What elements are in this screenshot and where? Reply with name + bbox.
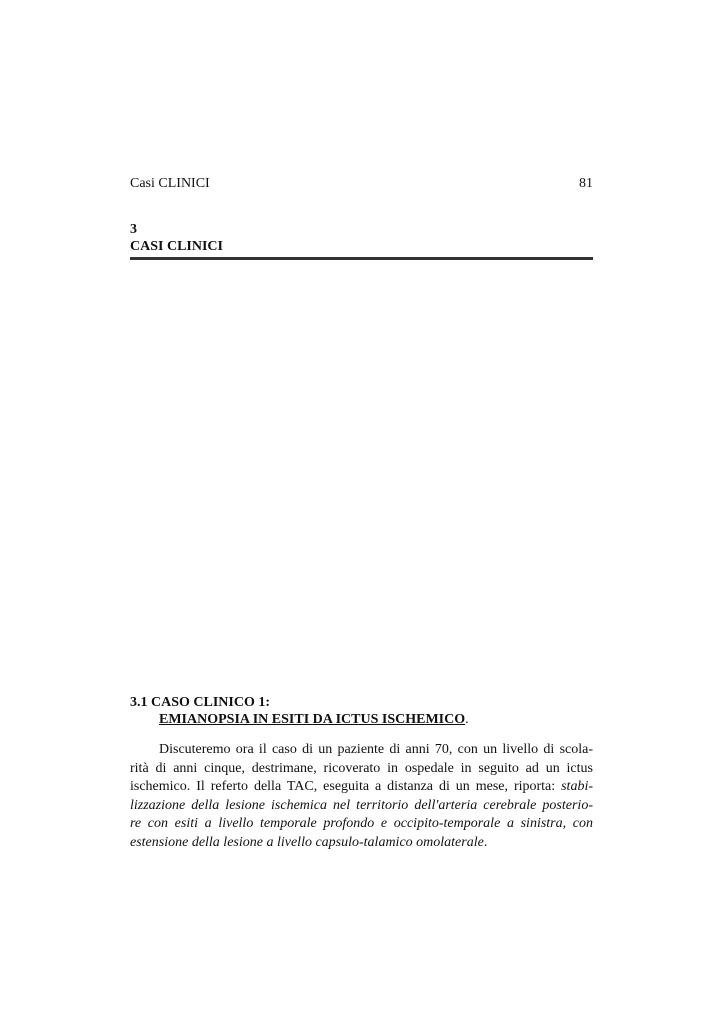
- chapter-number: 3: [130, 222, 137, 237]
- section-heading: [130, 694, 593, 728]
- paragraph-line-1: Discuteremo ora il caso di un paziente di anni 70, con un livello di scola-: [159, 742, 593, 757]
- section-subtitle: EMIANOPSIA IN ESITI DA ICTUS ISCHEMICO: [159, 712, 466, 727]
- paragraph-line-5: re con esiti a livello temporale profondo e occipito-temporale a sinistra, con: [130, 816, 593, 831]
- section-number-label: 3.1 CASO CLINICO 1:: [130, 695, 271, 710]
- paragraph-line-6-italic: estensione della lesione a livello capsulo-talamico omolaterale: [130, 834, 484, 850]
- body-paragraph: [130, 741, 593, 852]
- paragraph-final-period: .: [483, 834, 488, 850]
- paragraph-line-6: [130, 834, 593, 853]
- running-header-title: Casi CLINICI: [130, 176, 210, 191]
- paragraph-line-2: rità di anni cinque, destrimane, ricoverato in ospedale in seguito ad un ictus: [130, 760, 593, 776]
- paragraph-line-3: [130, 778, 593, 797]
- paragraph-line-3-italic: stabi-: [561, 779, 593, 794]
- page-number: 81: [579, 176, 593, 191]
- running-header: [130, 175, 593, 193]
- chapter-heading: [130, 221, 593, 255]
- section-subtitle-line: [130, 711, 593, 728]
- paragraph-line-4: lizzazione della lesione ischemica nel territorio dell'arteria cerebrale posterio-: [130, 797, 593, 813]
- paragraph-line-3-text: ischemico. Il referto della TAC, eseguita a distanza di un mese, riporta:: [130, 779, 562, 794]
- section-subtitle-period: .: [465, 712, 469, 727]
- chapter-title: CASI CLINICI: [130, 239, 223, 254]
- chapter-divider: [130, 257, 593, 260]
